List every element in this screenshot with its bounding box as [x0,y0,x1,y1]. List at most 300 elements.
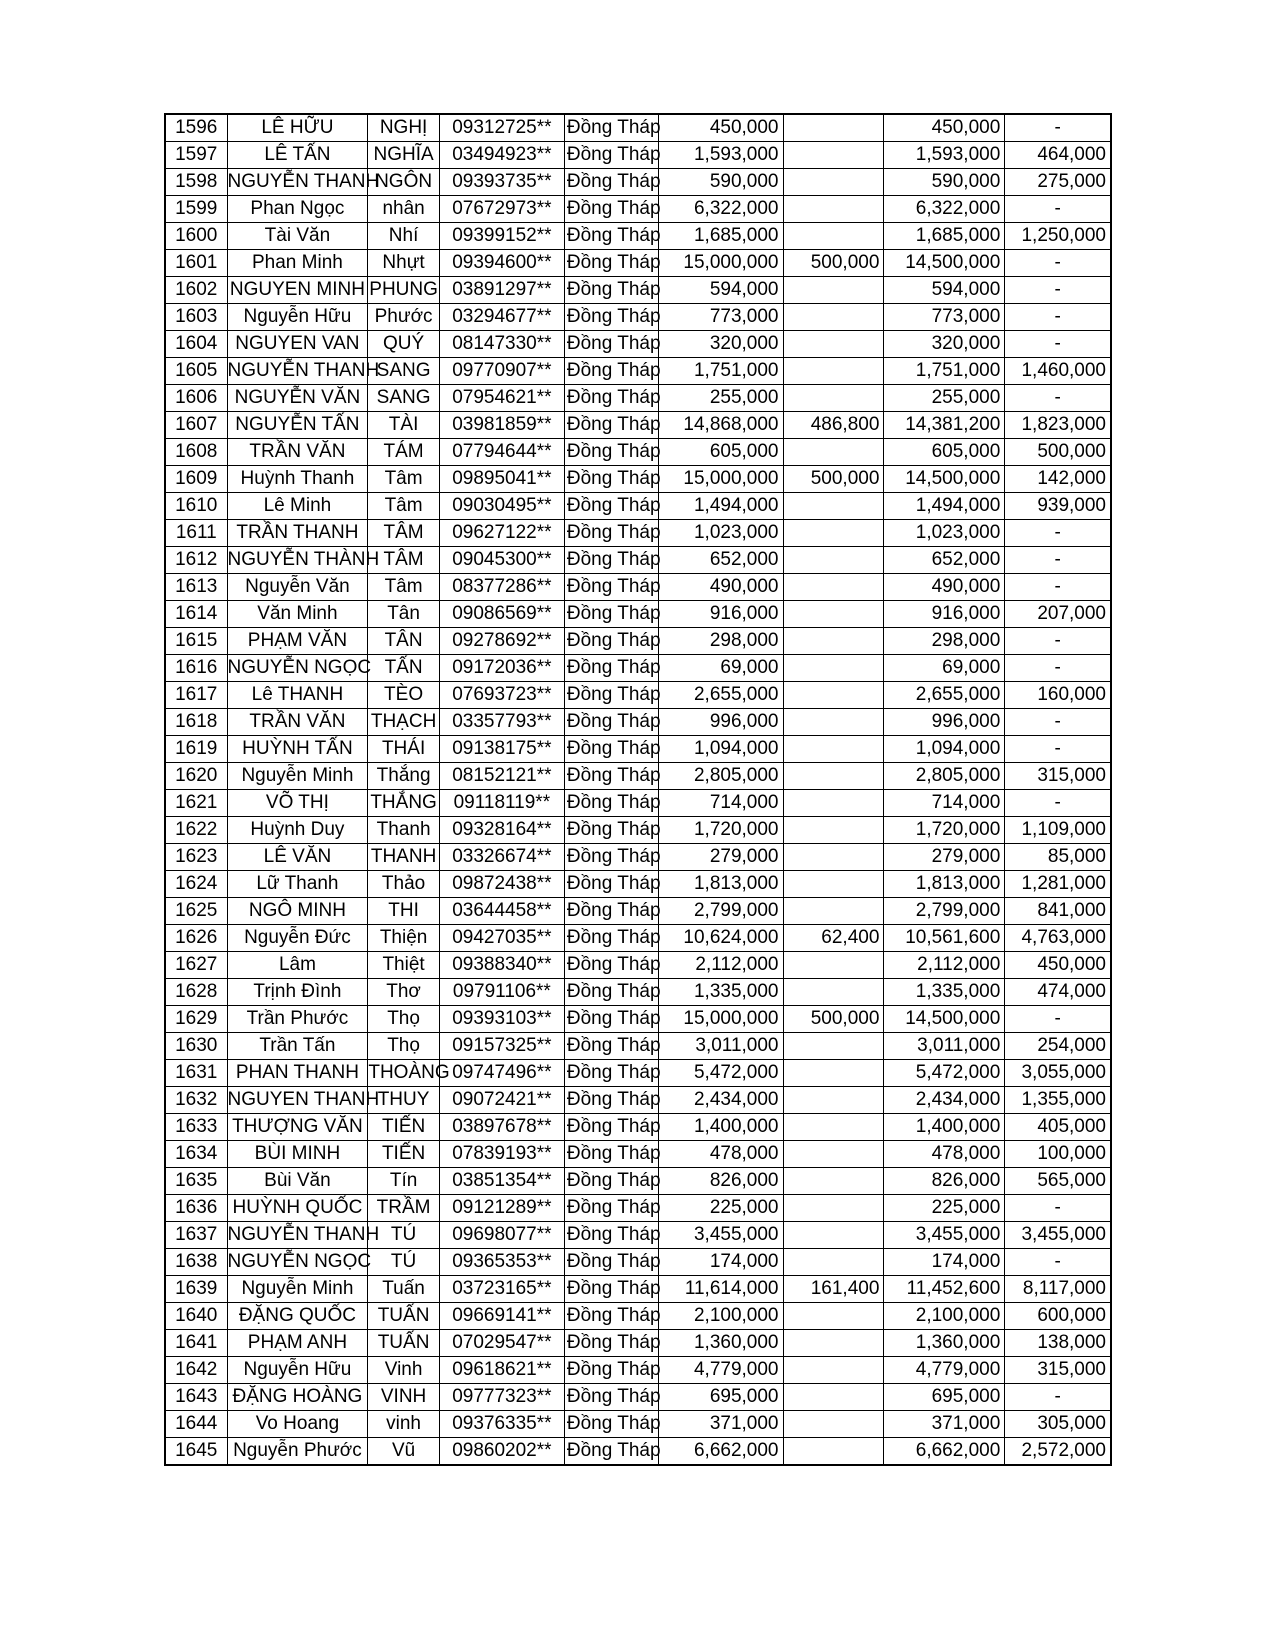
row-number-cell: 1596 [165,114,227,142]
table-row [165,277,1111,304]
surname-cell: VÕ THỊ [227,790,368,817]
table-row [165,1087,1111,1114]
amount-1-cell: 2,799,000 [659,898,783,925]
amount-3-cell: 773,000 [884,304,1005,331]
amount-2-cell: 486,800 [783,412,884,439]
amount-2-cell [783,493,884,520]
province-cell: Đồng Tháp [564,1303,659,1330]
table-body [165,114,1111,1465]
amount-3-cell: 225,000 [884,1195,1005,1222]
row-number-cell: 1605 [165,358,227,385]
given-name-cell: TÂM [368,520,439,547]
given-name-cell: TÀI [368,412,439,439]
phone-cell: 09278692** [439,628,564,655]
amount-3-cell: 652,000 [884,547,1005,574]
province-cell: Đồng Tháp [564,763,659,790]
given-name-cell: THÁI [368,736,439,763]
phone-cell: 09172036** [439,655,564,682]
row-number-cell: 1622 [165,817,227,844]
row-number-cell: 1608 [165,439,227,466]
given-name-cell: Vinh [368,1357,439,1384]
amount-1-cell: 1,685,000 [659,223,783,250]
given-name-cell: TÂM [368,547,439,574]
table-row [165,898,1111,925]
table-row [165,682,1111,709]
amount-1-cell: 15,000,000 [659,250,783,277]
phone-cell: 09388340** [439,952,564,979]
given-name-cell: TIẾN [368,1141,439,1168]
amount-2-cell [783,709,884,736]
province-cell: Đồng Tháp [564,844,659,871]
amount-4-cell: 207,000 [1005,601,1111,628]
phone-cell: 09086569** [439,601,564,628]
given-name-cell: TÚ [368,1222,439,1249]
table-row [165,1006,1111,1033]
phone-cell: 09328164** [439,817,564,844]
table-row [165,1060,1111,1087]
amount-4-cell: - [1005,628,1111,655]
province-cell: Đồng Tháp [564,1438,659,1466]
phone-cell: 08152121** [439,763,564,790]
row-number-cell: 1631 [165,1060,227,1087]
amount-3-cell: 174,000 [884,1249,1005,1276]
surname-cell: NGUYEN MINH [227,277,368,304]
table-row [165,1276,1111,1303]
amount-3-cell: 594,000 [884,277,1005,304]
row-number-cell: 1621 [165,790,227,817]
surname-cell: Huỳnh Duy [227,817,368,844]
table-row [165,142,1111,169]
surname-cell: NGUYỄN NGỌC [227,1249,368,1276]
given-name-cell: Thắng [368,763,439,790]
province-cell: Đồng Tháp [564,601,659,628]
province-cell: Đồng Tháp [564,304,659,331]
amount-1-cell: 652,000 [659,547,783,574]
amount-4-cell: 405,000 [1005,1114,1111,1141]
amount-4-cell: 939,000 [1005,493,1111,520]
row-number-cell: 1630 [165,1033,227,1060]
amount-1-cell: 594,000 [659,277,783,304]
amount-4-cell: 500,000 [1005,439,1111,466]
amount-3-cell: 1,494,000 [884,493,1005,520]
province-cell: Đồng Tháp [564,439,659,466]
table-row [165,655,1111,682]
surname-cell: TRẦN THANH [227,520,368,547]
phone-cell: 08377286** [439,574,564,601]
amount-4-cell: 600,000 [1005,1303,1111,1330]
surname-cell: NGUYỄN TẤN [227,412,368,439]
surname-cell: NGUYỄN THANH [227,1222,368,1249]
row-number-cell: 1637 [165,1222,227,1249]
surname-cell: PHẠM VĂN [227,628,368,655]
row-number-cell: 1628 [165,979,227,1006]
row-number-cell: 1636 [165,1195,227,1222]
province-cell: Đồng Tháp [564,142,659,169]
given-name-cell: Tân [368,601,439,628]
amount-3-cell: 3,455,000 [884,1222,1005,1249]
amount-4-cell: - [1005,547,1111,574]
amount-4-cell: 2,572,000 [1005,1438,1111,1466]
amount-3-cell: 1,813,000 [884,871,1005,898]
amount-4-cell: - [1005,304,1111,331]
phone-cell: 09791106** [439,979,564,1006]
amount-2-cell [783,682,884,709]
amount-4-cell: - [1005,520,1111,547]
table-row [165,466,1111,493]
province-cell: Đồng Tháp [564,1114,659,1141]
table-row [165,628,1111,655]
phone-cell: 09399152** [439,223,564,250]
amount-4-cell: 841,000 [1005,898,1111,925]
amount-2-cell [783,1330,884,1357]
amount-3-cell: 1,593,000 [884,142,1005,169]
amount-2-cell [783,169,884,196]
amount-4-cell: - [1005,736,1111,763]
amount-1-cell: 478,000 [659,1141,783,1168]
amount-2-cell [783,871,884,898]
province-cell: Đồng Tháp [564,628,659,655]
amount-3-cell: 2,799,000 [884,898,1005,925]
phone-cell: 09627122** [439,520,564,547]
table-row [165,196,1111,223]
table-row [165,1411,1111,1438]
amount-4-cell: 85,000 [1005,844,1111,871]
amount-3-cell: 14,500,000 [884,250,1005,277]
given-name-cell: nhân [368,196,439,223]
given-name-cell: NGÔN [368,169,439,196]
table-row [165,790,1111,817]
row-number-cell: 1601 [165,250,227,277]
table-row [165,871,1111,898]
given-name-cell: Tâm [368,466,439,493]
row-number-cell: 1615 [165,628,227,655]
amount-4-cell: 138,000 [1005,1330,1111,1357]
amount-4-cell: - [1005,196,1111,223]
amount-4-cell: 1,823,000 [1005,412,1111,439]
table-row [165,709,1111,736]
phone-cell: 09747496** [439,1060,564,1087]
phone-cell: 08147330** [439,331,564,358]
amount-1-cell: 5,472,000 [659,1060,783,1087]
amount-2-cell: 500,000 [783,250,884,277]
amount-4-cell: - [1005,1249,1111,1276]
phone-cell: 09072421** [439,1087,564,1114]
phone-cell: 03494923** [439,142,564,169]
amount-4-cell: 305,000 [1005,1411,1111,1438]
phone-cell: 09393103** [439,1006,564,1033]
surname-cell: Lâm [227,952,368,979]
surname-cell: Phan Minh [227,250,368,277]
phone-cell: 09618621** [439,1357,564,1384]
phone-cell: 03981859** [439,412,564,439]
phone-cell: 07693723** [439,682,564,709]
phone-cell: 03644458** [439,898,564,925]
row-number-cell: 1600 [165,223,227,250]
table-row [165,1114,1111,1141]
amount-2-cell [783,223,884,250]
amount-3-cell: 826,000 [884,1168,1005,1195]
surname-cell: Lê THANH [227,682,368,709]
given-name-cell: Tín [368,1168,439,1195]
province-cell: Đồng Tháp [564,114,659,142]
given-name-cell: Nhựt [368,250,439,277]
amount-4-cell: 1,250,000 [1005,223,1111,250]
table-row [165,1141,1111,1168]
phone-cell: 09394600** [439,250,564,277]
amount-1-cell: 14,868,000 [659,412,783,439]
surname-cell: Nguyễn Hữu [227,1357,368,1384]
amount-1-cell: 695,000 [659,1384,783,1411]
given-name-cell: Thiện [368,925,439,952]
province-cell: Đồng Tháp [564,655,659,682]
row-number-cell: 1617 [165,682,227,709]
surname-cell: TRẦN VĂN [227,439,368,466]
surname-cell: Nguyễn Văn [227,574,368,601]
amount-4-cell: 315,000 [1005,763,1111,790]
table-row [165,574,1111,601]
amount-3-cell: 14,500,000 [884,1006,1005,1033]
surname-cell: NGUYEN VAN [227,331,368,358]
amount-3-cell: 4,779,000 [884,1357,1005,1384]
amount-1-cell: 69,000 [659,655,783,682]
amount-2-cell [783,1303,884,1330]
amount-4-cell: - [1005,709,1111,736]
table-row [165,1195,1111,1222]
amount-2-cell [783,574,884,601]
amount-3-cell: 255,000 [884,385,1005,412]
amount-3-cell: 11,452,600 [884,1276,1005,1303]
surname-cell: PHAN THANH [227,1060,368,1087]
table-row [165,763,1111,790]
amount-2-cell: 62,400 [783,925,884,952]
amount-1-cell: 15,000,000 [659,466,783,493]
row-number-cell: 1632 [165,1087,227,1114]
phone-cell: 07672973** [439,196,564,223]
given-name-cell: Thiệt [368,952,439,979]
amount-2-cell [783,331,884,358]
amount-2-cell [783,358,884,385]
amount-3-cell: 1,094,000 [884,736,1005,763]
amount-2-cell [783,790,884,817]
amount-1-cell: 826,000 [659,1168,783,1195]
amount-3-cell: 1,400,000 [884,1114,1005,1141]
row-number-cell: 1611 [165,520,227,547]
given-name-cell: vinh [368,1411,439,1438]
given-name-cell: Tâm [368,574,439,601]
amount-3-cell: 1,023,000 [884,520,1005,547]
amount-4-cell: - [1005,1195,1111,1222]
phone-cell: 09365353** [439,1249,564,1276]
table-row [165,1357,1111,1384]
given-name-cell: Thọ [368,1006,439,1033]
amount-3-cell: 1,685,000 [884,223,1005,250]
amount-1-cell: 298,000 [659,628,783,655]
surname-cell: HUỲNH TẤN [227,736,368,763]
given-name-cell: PHUNG [368,277,439,304]
province-cell: Đồng Tháp [564,223,659,250]
given-name-cell: SANG [368,385,439,412]
given-name-cell: TÁM [368,439,439,466]
amount-4-cell: 450,000 [1005,952,1111,979]
given-name-cell: TUẤN [368,1330,439,1357]
amount-1-cell: 371,000 [659,1411,783,1438]
amount-3-cell: 371,000 [884,1411,1005,1438]
phone-cell: 07954621** [439,385,564,412]
table-row [165,304,1111,331]
table-row [165,979,1111,1006]
row-number-cell: 1627 [165,952,227,979]
surname-cell: NGUYỄN NGỌC [227,655,368,682]
amount-3-cell: 320,000 [884,331,1005,358]
amount-1-cell: 15,000,000 [659,1006,783,1033]
amount-1-cell: 255,000 [659,385,783,412]
row-number-cell: 1638 [165,1249,227,1276]
province-cell: Đồng Tháp [564,196,659,223]
phone-cell: 09872438** [439,871,564,898]
amount-1-cell: 2,655,000 [659,682,783,709]
surname-cell: LÊ HỮU [227,114,368,142]
amount-3-cell: 2,655,000 [884,682,1005,709]
given-name-cell: THOÀNG [368,1060,439,1087]
amount-1-cell: 1,023,000 [659,520,783,547]
surname-cell: TRẦN VĂN [227,709,368,736]
amount-4-cell: 1,109,000 [1005,817,1111,844]
amount-3-cell: 2,100,000 [884,1303,1005,1330]
amount-1-cell: 1,494,000 [659,493,783,520]
amount-3-cell: 1,751,000 [884,358,1005,385]
amount-2-cell [783,1384,884,1411]
table-row [165,250,1111,277]
row-number-cell: 1626 [165,925,227,952]
amount-1-cell: 11,614,000 [659,1276,783,1303]
amount-1-cell: 2,805,000 [659,763,783,790]
table-row [165,817,1111,844]
province-cell: Đồng Tháp [564,1276,659,1303]
phone-cell: 03897678** [439,1114,564,1141]
amount-3-cell: 2,805,000 [884,763,1005,790]
province-cell: Đồng Tháp [564,1222,659,1249]
amount-2-cell: 161,400 [783,1276,884,1303]
amount-3-cell: 3,011,000 [884,1033,1005,1060]
phone-cell: 09895041** [439,466,564,493]
amount-1-cell: 996,000 [659,709,783,736]
amount-1-cell: 916,000 [659,601,783,628]
given-name-cell: Tâm [368,493,439,520]
surname-cell: PHẠM ANH [227,1330,368,1357]
amount-4-cell: - [1005,655,1111,682]
amount-2-cell [783,1249,884,1276]
amount-4-cell: - [1005,1006,1111,1033]
amount-4-cell: 100,000 [1005,1141,1111,1168]
phone-cell: 09030495** [439,493,564,520]
province-cell: Đồng Tháp [564,1357,659,1384]
phone-cell: 09393735** [439,169,564,196]
amount-1-cell: 1,400,000 [659,1114,783,1141]
province-cell: Đồng Tháp [564,1249,659,1276]
surname-cell: Lê Minh [227,493,368,520]
row-number-cell: 1619 [165,736,227,763]
amount-2-cell [783,1033,884,1060]
surname-cell: HUỲNH QUỐC [227,1195,368,1222]
table-row [165,1249,1111,1276]
given-name-cell: Thơ [368,979,439,1006]
row-number-cell: 1606 [165,385,227,412]
amount-4-cell: 160,000 [1005,682,1111,709]
province-cell: Đồng Tháp [564,547,659,574]
phone-cell: 07794644** [439,439,564,466]
province-cell: Đồng Tháp [564,1087,659,1114]
province-cell: Đồng Tháp [564,169,659,196]
surname-cell: Nguyễn Hữu [227,304,368,331]
amount-4-cell: - [1005,114,1111,142]
amount-4-cell: - [1005,331,1111,358]
province-cell: Đồng Tháp [564,520,659,547]
amount-2-cell [783,385,884,412]
surname-cell: NGUYỄN THANH [227,169,368,196]
given-name-cell: Phước [368,304,439,331]
amount-3-cell: 14,381,200 [884,412,1005,439]
row-number-cell: 1616 [165,655,227,682]
row-number-cell: 1620 [165,763,227,790]
phone-cell: 03357793** [439,709,564,736]
table-row [165,412,1111,439]
province-cell: Đồng Tháp [564,790,659,817]
row-number-cell: 1623 [165,844,227,871]
amount-2-cell [783,547,884,574]
amount-4-cell: 275,000 [1005,169,1111,196]
amount-1-cell: 490,000 [659,574,783,601]
phone-cell: 09427035** [439,925,564,952]
amount-4-cell: 3,455,000 [1005,1222,1111,1249]
amount-1-cell: 6,322,000 [659,196,783,223]
province-cell: Đồng Tháp [564,1195,659,1222]
phone-cell: 09777323** [439,1384,564,1411]
row-number-cell: 1597 [165,142,227,169]
surname-cell: Tài Văn [227,223,368,250]
amount-3-cell: 6,662,000 [884,1438,1005,1466]
row-number-cell: 1642 [165,1357,227,1384]
amount-4-cell: 315,000 [1005,1357,1111,1384]
row-number-cell: 1639 [165,1276,227,1303]
amount-2-cell [783,736,884,763]
amount-4-cell: 1,281,000 [1005,871,1111,898]
province-cell: Đồng Tháp [564,871,659,898]
amount-3-cell: 996,000 [884,709,1005,736]
province-cell: Đồng Tháp [564,1141,659,1168]
surname-cell: NGUYỄN THANH [227,358,368,385]
province-cell: Đồng Tháp [564,736,659,763]
amount-2-cell [783,1060,884,1087]
phone-cell: 03326674** [439,844,564,871]
amount-1-cell: 714,000 [659,790,783,817]
amount-1-cell: 4,779,000 [659,1357,783,1384]
amount-1-cell: 1,720,000 [659,817,783,844]
data-table [164,113,1112,1466]
province-cell: Đồng Tháp [564,925,659,952]
province-cell: Đồng Tháp [564,358,659,385]
amount-4-cell: 565,000 [1005,1168,1111,1195]
surname-cell: NGUYỄN VĂN [227,385,368,412]
province-cell: Đồng Tháp [564,1006,659,1033]
given-name-cell: Thảo [368,871,439,898]
amount-3-cell: 14,500,000 [884,466,1005,493]
amount-3-cell: 69,000 [884,655,1005,682]
amount-3-cell: 6,322,000 [884,196,1005,223]
table-row [165,493,1111,520]
table-row [165,952,1111,979]
given-name-cell: TÚ [368,1249,439,1276]
amount-1-cell: 320,000 [659,331,783,358]
